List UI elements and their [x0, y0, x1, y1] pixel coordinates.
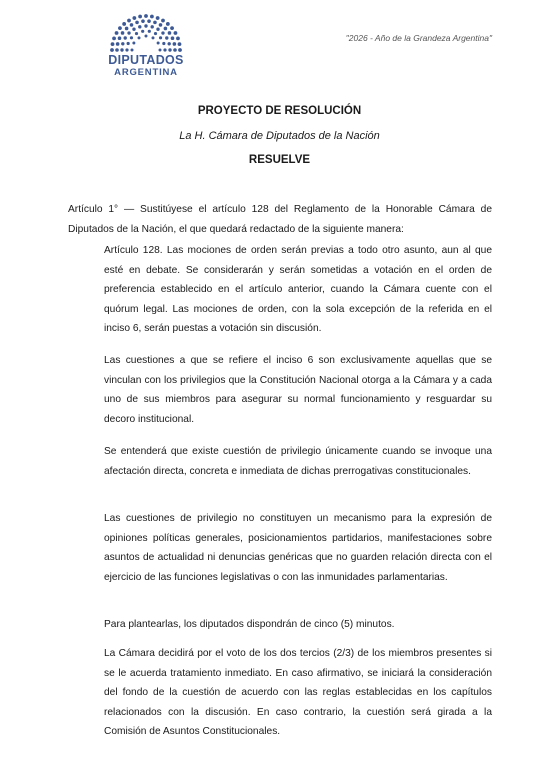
emblem-dot [159, 49, 162, 52]
emblem-dot [118, 26, 122, 30]
emblem-dot [121, 31, 125, 35]
emblem-dot [112, 36, 116, 40]
emblem-dot [157, 42, 160, 45]
emblem-dot [121, 42, 124, 45]
emblem-dot [159, 36, 162, 39]
emblem-dot [165, 36, 168, 39]
logo-subtitle: ARGENTINA [114, 67, 178, 78]
emblem-dot [144, 14, 148, 18]
emblem-dot [174, 31, 178, 35]
emblem-dot [125, 48, 128, 51]
article-intro: Artículo 1° — Sustitúyese el artículo 128 del Reglamento de la Honorable Cámara de Diputados de la Nación, el que quedará redactado de la siguiente manera: [68, 204, 492, 235]
logo-name: DIPUTADOS [108, 53, 184, 67]
emblem-dot [135, 32, 138, 35]
emblem-dot [135, 21, 139, 25]
emblem-dot [130, 23, 134, 27]
emblem-dot [152, 36, 155, 39]
emblem-dot [145, 35, 148, 38]
logo [100, 14, 192, 78]
paragraph: Para plantearlas, los diputados dispondrán de cinco (5) minutos. [104, 619, 395, 630]
document-subtitle: La H. Cámara de Diputados de la Nación [179, 130, 380, 142]
emblem-dot [138, 36, 141, 39]
emblem-dot [162, 42, 165, 45]
emblem-dot [164, 27, 168, 31]
motto: "2026 - Año de la Grandeza Argentina" [345, 33, 492, 43]
emblem-dot [120, 48, 123, 51]
paragraph: Las cuestiones de privilegio no constituyen un mecanismo para la expresión de opiniones políticas generales, posicionamientos partidarios, manifestaciones sobre asuntos de actualidad ni denuncias genéricas que no guarden relación directa con el ejercicio de las funciones legislativas o con las inmunidades parlamentarias. [104, 513, 492, 583]
emblem-dot [153, 21, 157, 25]
emblem-dot [159, 23, 163, 27]
emblem-dot [132, 42, 135, 45]
emblem-dot [178, 48, 182, 52]
emblem-dot [167, 42, 170, 45]
emblem-dot [132, 28, 135, 31]
emblem-dot [161, 19, 165, 23]
emblem-dot [130, 36, 133, 39]
emblem-dot [171, 36, 175, 40]
paragraph: Se entenderá que existe cuestión de privilegio únicamente cuando se invoque una afectación directa, concreta e inmediata de dichas prerrogativas constitucionales. [104, 446, 492, 477]
emblem-dot [168, 48, 171, 51]
emblem-dot [127, 31, 130, 34]
emblem-dot [168, 31, 172, 35]
emblem-dot [144, 24, 147, 27]
emblem-dot [111, 42, 115, 46]
emblem-dot [176, 36, 180, 40]
paragraph: Las cuestiones a que se refiere el inciso 6 son exclusivamente aquellas que se vinculan con los privilegios que la Constitución Nacional otorga a la Cámara y a cada uno de sus miembros para asegurar su normal funcionamiento y resguardar su decoro institucional. [104, 355, 492, 425]
emblem-dot [124, 36, 127, 39]
document-title: PROYECTO DE RESOLUCIÓN [197, 105, 362, 117]
emblem-dot [148, 30, 151, 33]
emblem-dot [173, 42, 177, 46]
emblem-dot [131, 49, 134, 52]
emblem-dot [138, 15, 142, 19]
emblem-dot [151, 25, 154, 28]
emblem-dot [141, 30, 144, 33]
emblem-dot [138, 25, 141, 28]
emblem-dot [116, 42, 120, 46]
emblem-dot [161, 31, 164, 34]
emblem-dot [125, 27, 129, 31]
emblem-dot [150, 15, 154, 19]
emblem-dot [154, 32, 157, 35]
paragraph: Artículo 128. Las mociones de orden serán previas a todo otro asunto, aun al que esté en debate. Se considerarán y serán sometidas a votación en el orden de preferencia establecido en el artículo anterior, cuando la Cámara cuente con el quórum legal. Las mociones de orden, con la sola excepción de la referida en el inciso 6, serán puestas a votación sin discusión. [104, 245, 492, 334]
emblem-dot [122, 22, 126, 26]
resolve-heading: RESUELVE [248, 154, 311, 166]
emblem-dot [132, 16, 136, 20]
emblem-dot [166, 22, 170, 26]
emblem-dot [118, 36, 122, 40]
emblem-dot [110, 48, 114, 52]
emblem-dot [147, 19, 151, 23]
emblem-dot [178, 42, 182, 46]
emblem-dot [156, 28, 159, 31]
emblem-dot [115, 48, 119, 52]
emblem-dot [127, 19, 131, 23]
emblem-dot [163, 48, 166, 51]
emblem-dot [173, 48, 177, 52]
emblem-dot [156, 16, 160, 20]
emblem-dot [141, 19, 145, 23]
hemicycle-emblem-icon [108, 14, 184, 52]
emblem-dot [127, 42, 130, 45]
emblem-dot [115, 31, 119, 35]
paragraph: La Cámara decidirá por el voto de los dos tercios (2/3) de los miembros presentes si se le acuerda tratamiento inmediato. En caso afirmativo, se iniciará la consideración del fondo de la cuestión de acuerdo con las reglas establecidas en los capítulos relacionados con la discusión. En caso contrario, la cuestión será girada a la Comisión de Asuntos Constitucionales. [104, 648, 492, 737]
emblem-dot [170, 26, 174, 30]
